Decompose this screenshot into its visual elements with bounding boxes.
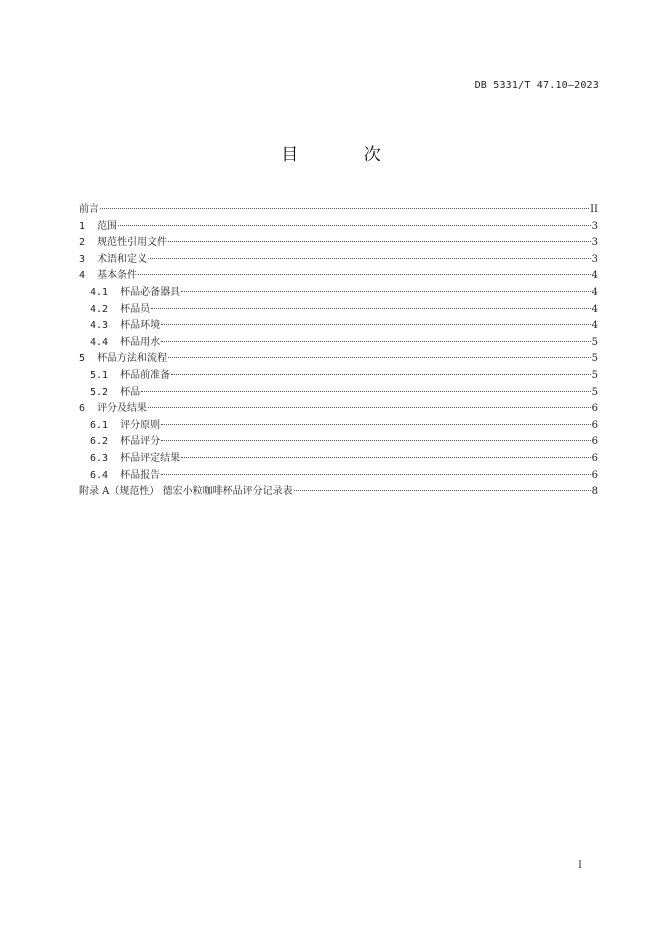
- toc-entry[interactable]: [79, 219, 598, 236]
- toc-leader-dots: [138, 274, 591, 275]
- toc-entry-page: 4: [591, 303, 598, 315]
- toc-entry-number: 6.2: [90, 436, 121, 448]
- toc-entry-label: 范围: [97, 220, 118, 232]
- toc-leader-dots: [168, 357, 591, 358]
- toc-entry[interactable]: [79, 202, 598, 219]
- toc-entry[interactable]: [79, 401, 598, 418]
- toc-subentry[interactable]: [79, 434, 598, 451]
- toc-entry-page: 3: [591, 253, 598, 265]
- toc-entry-number: 6.4: [90, 469, 121, 481]
- toc-subentry[interactable]: [79, 285, 598, 302]
- toc-leader-dots: [181, 291, 591, 292]
- toc-entry-number: 3: [79, 253, 98, 265]
- toc-entry-page: 5: [591, 336, 598, 348]
- toc-subentry[interactable]: [79, 418, 598, 435]
- toc-entry-label: 前言: [79, 204, 99, 215]
- document-code: DB 5331/T 47.10—2023: [474, 80, 599, 91]
- toc-entry[interactable]: [79, 268, 598, 285]
- toc-entry-page: 4: [591, 270, 598, 282]
- toc-leader-dots: [148, 407, 591, 408]
- toc-entry[interactable]: [79, 351, 598, 368]
- toc-entry[interactable]: [79, 252, 598, 269]
- toc-entry-number: 4.1: [90, 286, 121, 298]
- toc-subentry[interactable]: [79, 468, 598, 485]
- toc-entry-page: 6: [591, 419, 598, 431]
- toc-entry[interactable]: [79, 235, 598, 252]
- toc-entry-number: 1: [79, 220, 98, 232]
- toc-entry-page: 5: [591, 386, 598, 398]
- toc-entry-page: 5: [591, 369, 598, 381]
- toc-entry-label: 杯品评分: [120, 436, 161, 448]
- toc-entry-label: 评分及结果: [97, 403, 148, 415]
- toc-entry-label: 杯品方法和流程: [97, 353, 168, 365]
- toc-entry-number: 2: [79, 237, 98, 249]
- toc-entry-label: 杯品报告: [120, 469, 161, 481]
- toc-leader-dots: [161, 440, 591, 441]
- toc-leader-dots: [141, 391, 591, 392]
- toc-entry-number: 5: [79, 353, 98, 365]
- toc-leader-dots: [151, 308, 591, 309]
- toc-entry-number: 4: [79, 270, 98, 282]
- toc-entry-label: 杯品必备器具: [120, 286, 181, 298]
- toc-leader-dots: [171, 374, 591, 375]
- toc-entry-number: 4.3: [90, 320, 121, 332]
- toc-subentry[interactable]: [79, 451, 598, 468]
- toc-subentry[interactable]: [79, 385, 598, 402]
- toc-entry-page: 6: [591, 452, 598, 464]
- page-number: I: [578, 860, 582, 871]
- toc-entry-label: 杯品评定结果: [120, 452, 181, 464]
- toc-entry-page: 3: [591, 220, 598, 232]
- toc-entry-page: 4: [591, 320, 598, 332]
- toc-entry-page: 8: [591, 486, 598, 498]
- toc-entry-number: 4.2: [90, 303, 121, 315]
- toc-entry-number: 5.1: [90, 369, 121, 381]
- toc-leader-dots: [181, 457, 591, 458]
- toc-entry-label: 杯品员: [120, 303, 151, 315]
- toc-entry-label: 杯品用水: [120, 336, 161, 348]
- toc-entry-number: 6.1: [90, 419, 121, 431]
- toc-subentry[interactable]: [79, 318, 598, 335]
- toc-leader-dots: [118, 225, 591, 226]
- toc-entry-page: 3: [591, 237, 598, 249]
- toc-entry-number: 6: [79, 403, 98, 415]
- toc-leader-dots: [161, 424, 591, 425]
- toc-leader-dots: [100, 208, 589, 209]
- toc-leader-dots: [161, 324, 591, 325]
- toc-entry-page: 6: [591, 403, 598, 415]
- toc-entry-number: 6.3: [90, 452, 121, 464]
- toc-subentry[interactable]: [79, 368, 598, 385]
- toc-entry-number: 4.4: [90, 336, 121, 348]
- toc-entry-label: 评分原则: [120, 419, 161, 431]
- toc-entry-label: 杯品前准备: [120, 369, 171, 381]
- toc-entry-number: 5.2: [90, 386, 121, 398]
- toc-entry-label: 杯品环境: [120, 320, 161, 332]
- toc-leader-dots: [148, 258, 591, 259]
- toc-entry-label: 附录 A（规范性） 德宏小粒咖啡杯品评分记录表: [79, 486, 293, 498]
- toc-entry-page: 5: [591, 353, 598, 365]
- toc-entry-appendix[interactable]: [79, 484, 598, 501]
- toc-subentry[interactable]: [79, 302, 598, 319]
- toc-entry-label: 规范性引用文件: [97, 237, 168, 249]
- toc-entry-page: II: [590, 204, 598, 215]
- toc-entry-label: 术语和定义: [97, 253, 148, 265]
- toc-leader-dots: [168, 241, 591, 242]
- toc-entry-page: 4: [591, 286, 598, 298]
- toc-entry-page: 6: [591, 436, 598, 448]
- page-title: 目 次: [281, 145, 411, 165]
- toc-entry-page: 6: [591, 469, 598, 481]
- toc-subentry[interactable]: [79, 335, 598, 352]
- table-of-contents: [79, 202, 598, 501]
- toc-entry-label: 基本条件: [97, 270, 138, 282]
- toc-leader-dots: [161, 474, 591, 475]
- toc-leader-dots: [294, 490, 591, 491]
- toc-entry-label: 杯品: [120, 386, 141, 398]
- toc-leader-dots: [161, 341, 591, 342]
